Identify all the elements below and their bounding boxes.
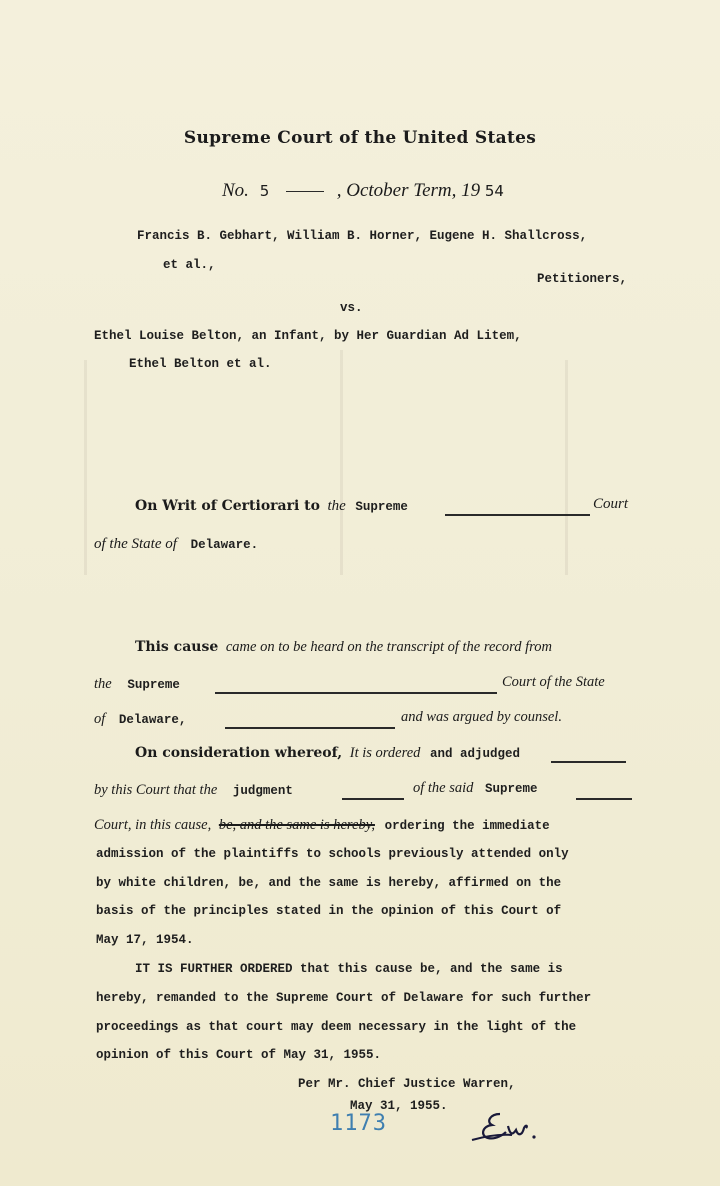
court-title: Supreme Court of the United States	[183, 128, 537, 148]
court-line-name: Supreme	[127, 678, 180, 692]
ordering-text: ordering the immediate	[384, 819, 550, 833]
number-dash	[286, 191, 324, 192]
bleed-through-line	[565, 360, 568, 575]
consideration-lead: On consideration whereof,	[135, 745, 343, 761]
body-line-b: admission of the plaintiffs to schools previously attended only	[96, 847, 569, 861]
court-in-cause: Court, in this cause,	[94, 817, 212, 833]
cause-line	[135, 639, 552, 656]
case-number: 5	[259, 182, 270, 200]
by-court-text: by this Court that the	[94, 782, 218, 798]
by-court-line	[94, 782, 293, 799]
writ-court-suffix: Court	[593, 496, 629, 512]
struck-text: be, and the same is hereby,	[218, 817, 375, 833]
further-line-1: IT IS FURTHER ORDERED that this cause be, and the same is	[135, 962, 563, 976]
state-line-state: Delaware,	[118, 713, 187, 727]
writ-state: Delaware.	[190, 538, 259, 552]
writ-the: the	[327, 498, 346, 514]
writ-heading: On Writ of Certiorari to	[135, 498, 320, 514]
per-justice: Per Mr. Chief Justice Warren,	[298, 1077, 516, 1091]
in-cause-line	[94, 817, 550, 834]
bleed-through-line	[84, 360, 87, 575]
of-said-line	[413, 780, 538, 797]
said-court-dash	[576, 790, 632, 808]
writ-state-line	[94, 536, 258, 553]
judgment-word: judgment	[232, 784, 293, 798]
state-line	[94, 711, 186, 728]
writ-court-name: Supreme	[355, 500, 408, 514]
said-court-name: Supreme	[485, 782, 538, 796]
further-line-2: hereby, remanded to the Supreme Court of Delaware for such further	[96, 991, 592, 1005]
term-year: 54	[484, 182, 504, 200]
body-line-e: May 17, 1954.	[96, 933, 194, 947]
further-line-4: opinion of this Court of May 31, 1955.	[96, 1048, 382, 1062]
cause-text: came on to be heard on the transcript of the record from	[225, 639, 552, 655]
body-line-c: by white children, be, and the same is hereby, affirmed on the	[96, 876, 562, 890]
court-of-state: Court of the State	[502, 674, 605, 690]
ordered-text: It is ordered	[349, 745, 421, 761]
versus: vs.	[340, 301, 363, 315]
handwritten-initials-signature	[466, 1104, 546, 1153]
stamp-number: 1173	[330, 1111, 387, 1136]
state-line-dash	[225, 719, 395, 737]
cause-lead: This cause	[135, 639, 219, 655]
term-label: , October Term, 19	[336, 180, 481, 201]
writ-state-label: of the State of	[94, 536, 177, 552]
number-prefix: No.	[222, 180, 249, 201]
case-number-line	[222, 180, 504, 202]
petitioners-line-1: Francis B. Gebhart, William B. Horner, Eugene H. Shallcross,	[137, 229, 588, 243]
bleed-through-line	[340, 350, 343, 575]
petitioners-label: Petitioners,	[537, 272, 628, 286]
writ-dash	[445, 506, 590, 524]
consideration-line	[135, 745, 520, 762]
body-line-d: basis of the principles stated in the opinion of this Court of	[96, 904, 562, 918]
court-line-the: the	[94, 676, 112, 692]
judgment-dash	[342, 790, 404, 808]
further-line-3: proceedings as that court may deem necessary in the light of the	[96, 1020, 577, 1034]
respondents-line-1: Ethel Louise Belton, an Infant, by Her Guardian Ad Litem,	[94, 329, 522, 343]
argued-text: and was argued by counsel.	[401, 709, 562, 725]
consideration-dash	[551, 753, 626, 771]
state-line-of: of	[94, 711, 106, 727]
signature-date: May 31, 1955.	[350, 1099, 448, 1113]
petitioners-line-2: et al.,	[163, 258, 216, 272]
court-line-dash	[215, 684, 497, 702]
adjudged-text: and adjudged	[430, 747, 521, 761]
of-said-text: of the said	[413, 780, 474, 796]
writ-line	[135, 498, 408, 515]
court-line	[94, 676, 180, 693]
respondents-line-2: Ethel Belton et al.	[129, 357, 272, 371]
